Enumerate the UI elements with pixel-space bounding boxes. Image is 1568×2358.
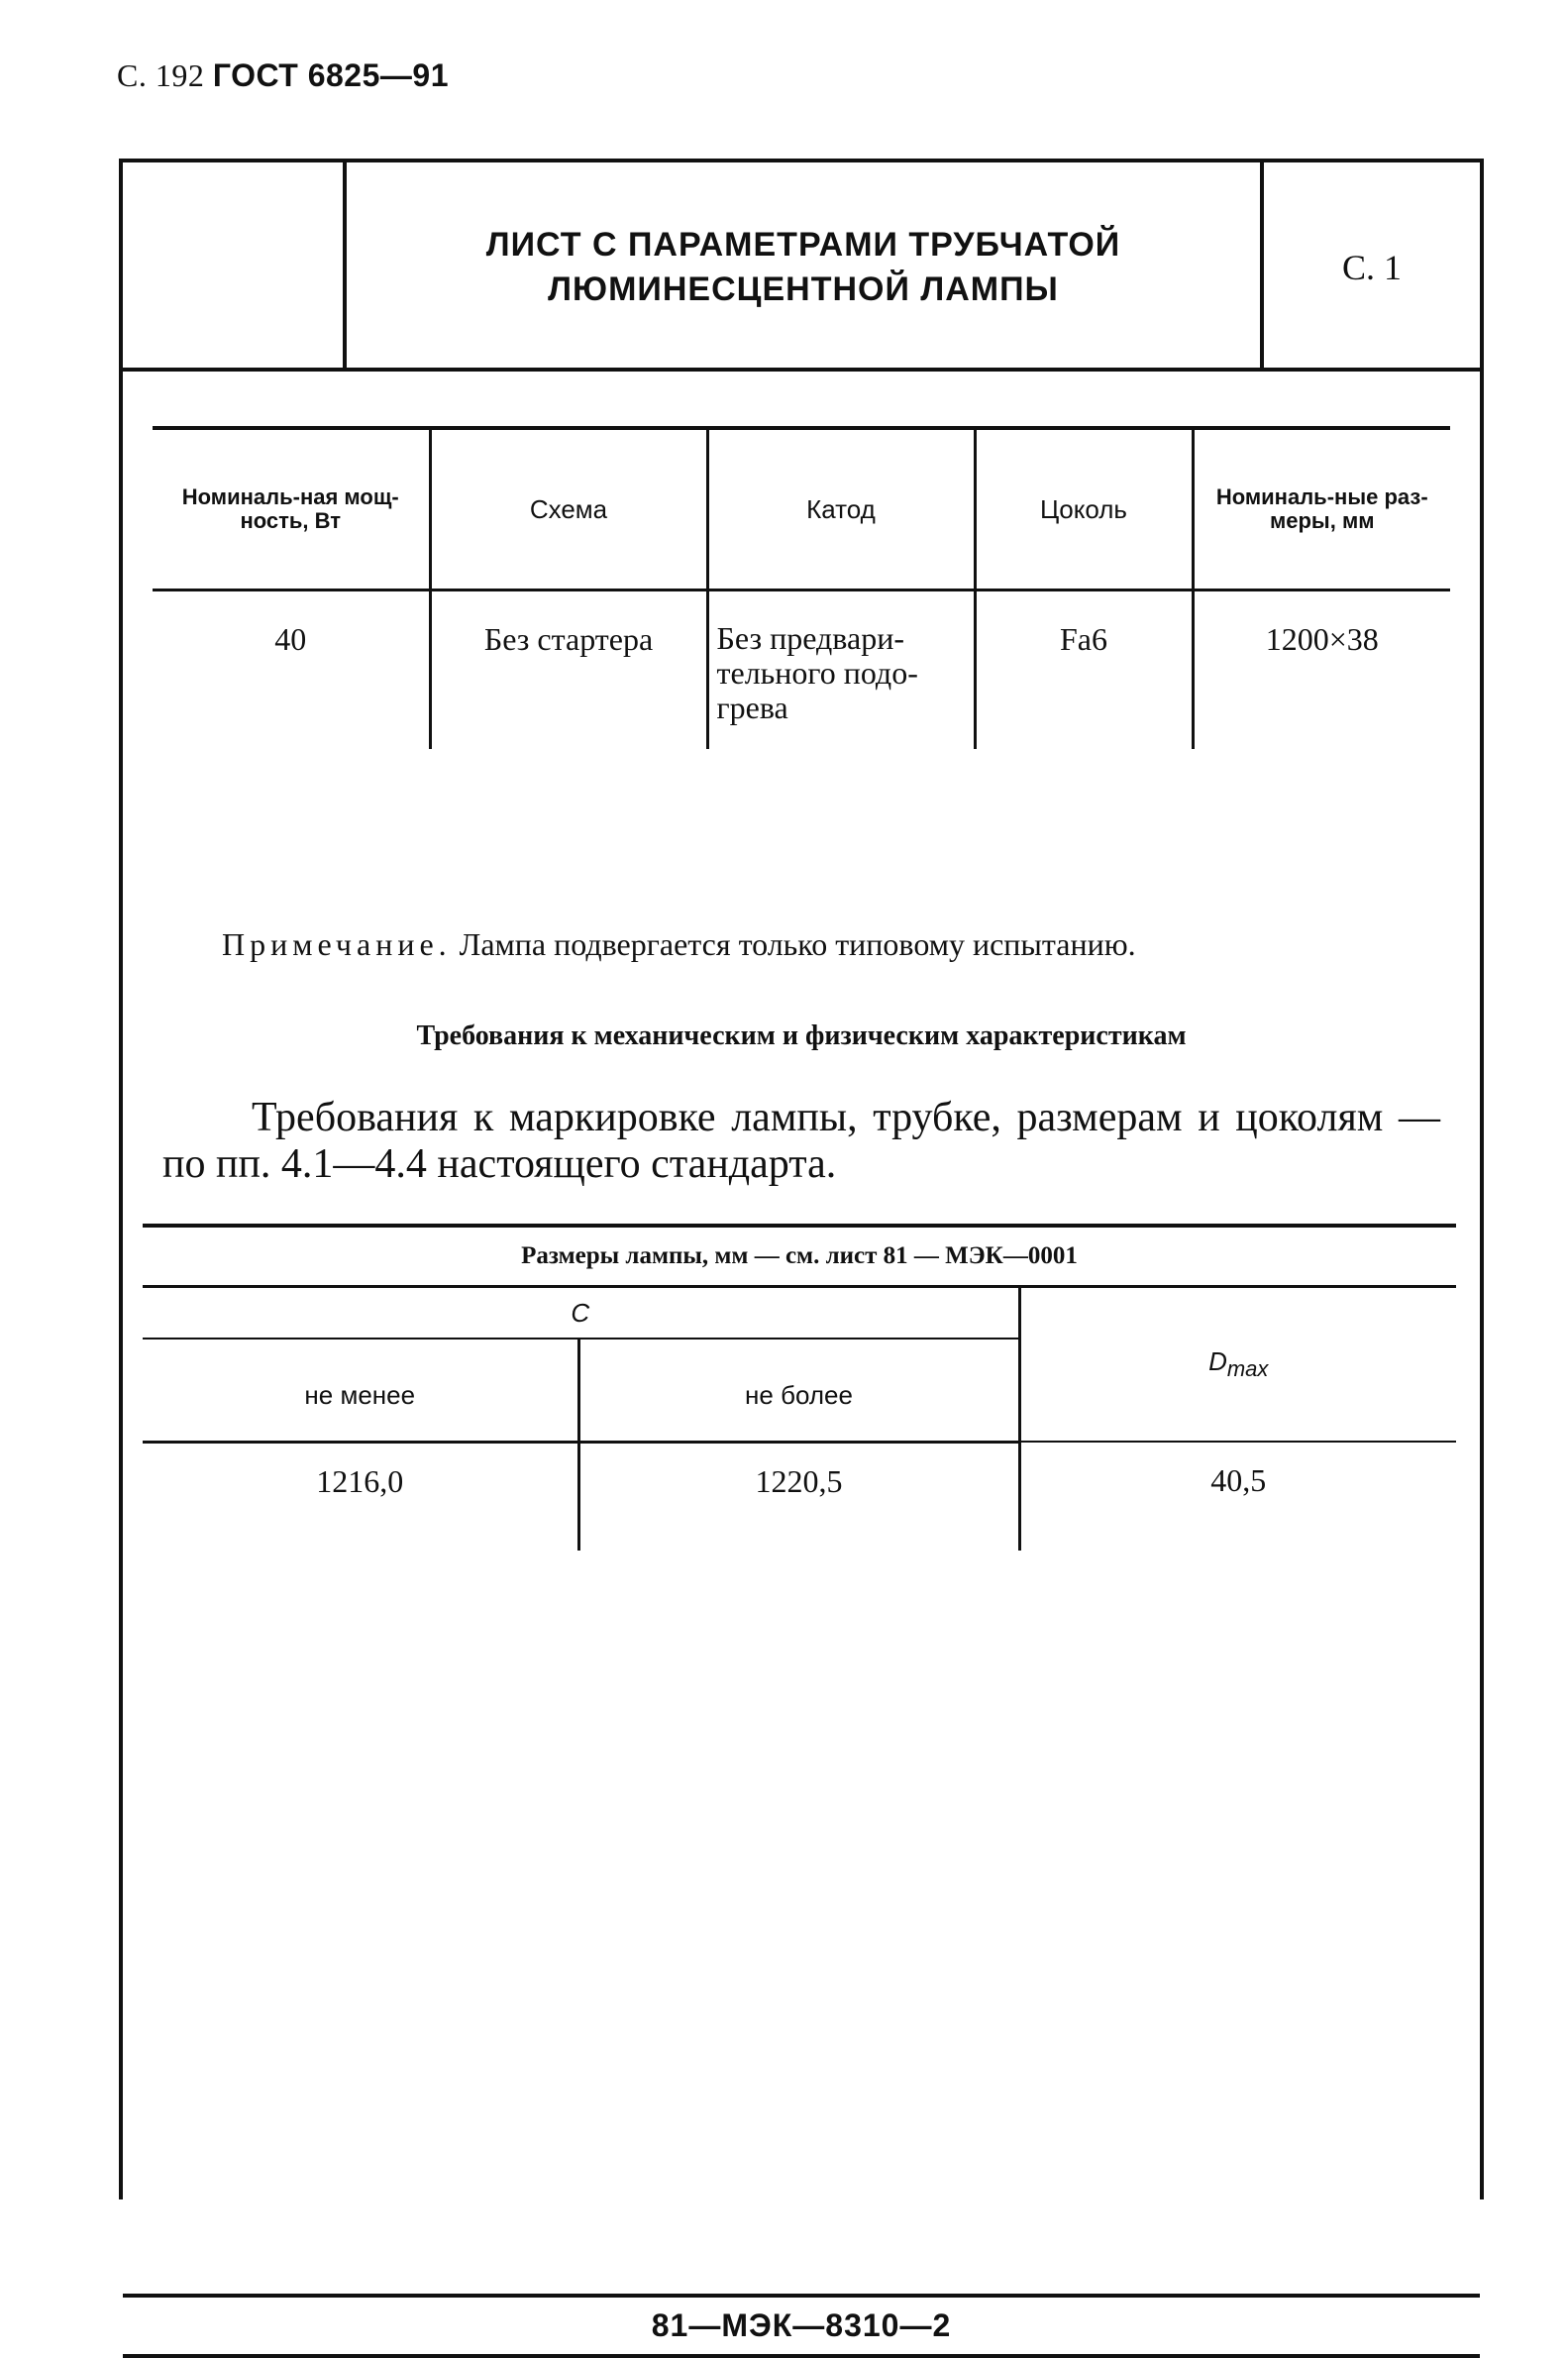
header-base: Цоколь [975,428,1193,590]
cell-scheme: Без стартера [430,590,707,749]
title-block-empty-cell [123,162,347,372]
table-header-row [153,428,1450,590]
title-line-1: ЛИСТ С ПАРАМЕТРАМИ ТРУБЧАТОЙ [485,226,1121,265]
cell-power: 40 [274,621,307,657]
table-row [143,1442,1456,1551]
title-block-title [347,162,1260,372]
standard-code: ГОСТ 6825—91 [212,57,449,93]
header-cathode: Катод [707,428,975,590]
header-dimensions: Номиналь-ные раз-меры, мм [1193,428,1450,590]
page-number: С. 192 [117,57,205,93]
sheet-footer-code: 81—МЭК—8310—2 [123,2294,1480,2358]
section-title: Требования к механическим и физическим характеристикам [416,1020,1187,1051]
note-text: Лампа подвергается только типовому испытанию. [459,926,1136,962]
header-min: не менее [143,1339,578,1442]
sheet-number: С. 1 [1260,162,1480,372]
header-max: не более [578,1339,1019,1442]
cell-cathode: Без предвари-тельного подо-грева [707,590,975,749]
table-row [153,590,1450,749]
header-scheme: Схема [430,428,707,590]
sheet-frame [119,159,1484,2343]
note [222,926,1136,963]
header-power: Номиналь-ная мощ-ность, Вт [181,483,399,533]
dimensions-caption: Размеры лампы, мм — см. лист 81 — МЭК—0001 [143,1226,1456,1287]
cell-dmax: 40,5 [1019,1442,1456,1551]
note-label: Примечание. [222,926,452,962]
title-block [123,159,1480,372]
page-header [117,57,449,94]
cell-dimensions: 1200×38 [1193,590,1450,749]
group-header-c: C [143,1287,1019,1340]
cell-base: Fa6 [975,590,1193,749]
requirements-paragraph: Требования к маркировке лампы, трубке, размерам и цоколям — по пп. 4.1—4.4 настоящего стандарта. [162,1095,1440,1188]
cell-c-min: 1216,0 [316,1462,404,1499]
lamp-dimensions-table [143,1224,1456,1551]
dmax-symbol: D [1208,1345,1227,1376]
cell-c-max: 1220,5 [578,1442,1019,1551]
header-dmax [1019,1287,1456,1443]
dmax-subscript: max [1226,1356,1269,1382]
lamp-parameters-table [153,426,1450,749]
title-line-2: ЛЮМИНЕСЦЕНТНОЙ ЛАМПЫ [548,269,1059,308]
